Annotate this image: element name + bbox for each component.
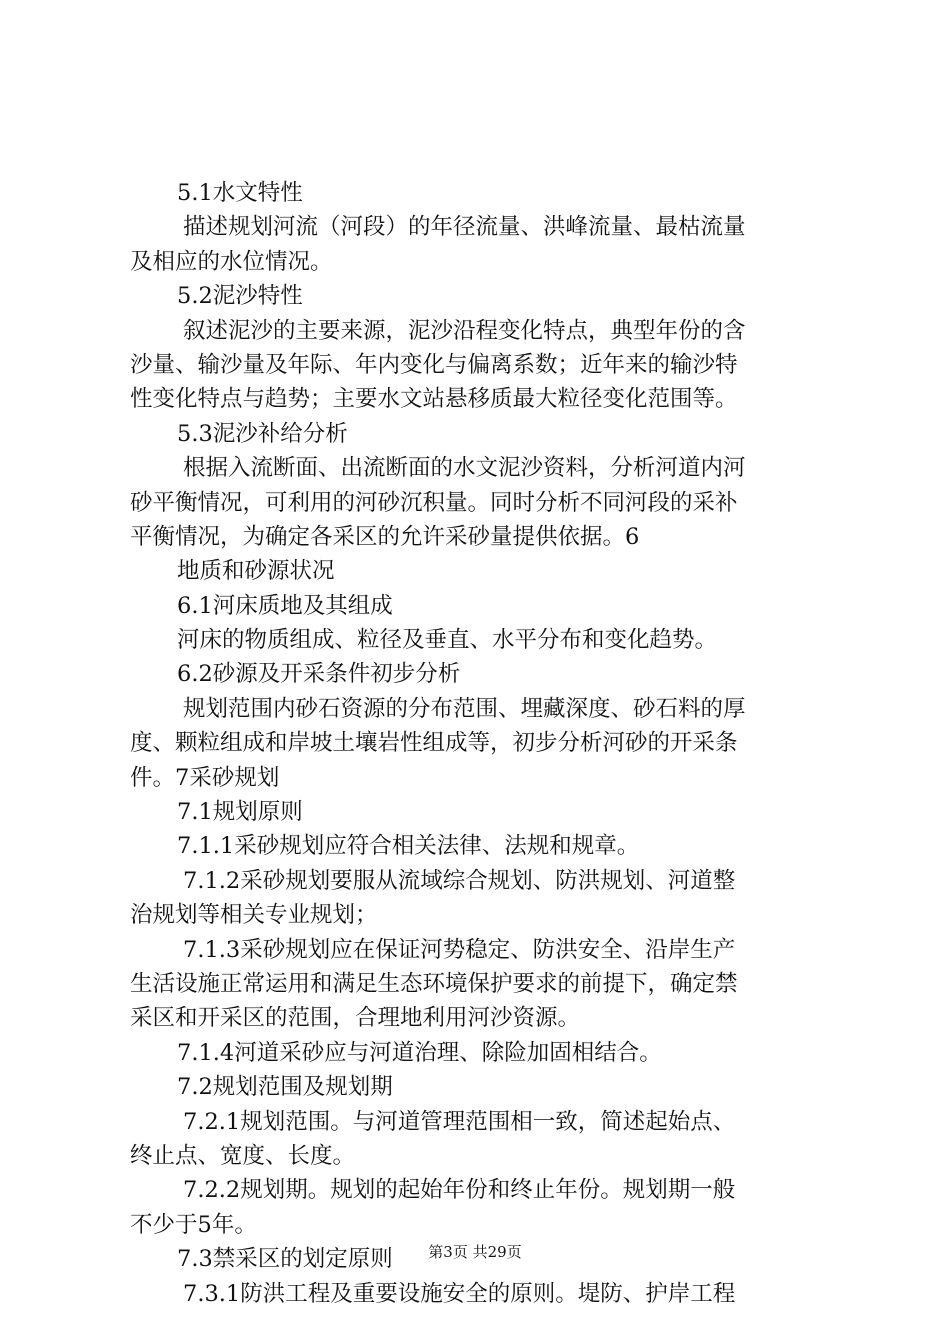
text-line: 地质和砂源状况 [177, 558, 335, 585]
text-line: 及相应的水位情况。 [130, 248, 333, 275]
text-line: 规划范围内砂石资源的分布范围、埋藏深度、砂石料的厚 [183, 695, 746, 722]
text-line: 描述规划河流（河段）的年径流量、洪峰流量、最枯流量 [183, 214, 746, 241]
text-line: 5.1水文特性 [177, 180, 303, 206]
text-line: 7.3禁采区的划定原则 [177, 1246, 393, 1273]
text-line: 7.1.2采砂规划要服从流域综合规划、防洪规划、河道整 [183, 867, 736, 894]
text-line: 7.1.3采砂规划应在保证河势稳定、防洪安全、沿岸生产 [183, 936, 736, 963]
text-line: 沙量、输沙量及年际、年内变化与偏离系数；近年来的输沙特 [130, 351, 738, 378]
text-line: 不少于5年。 [130, 1211, 257, 1238]
text-line: 5.3泥沙补给分析 [177, 420, 348, 447]
text-line: 7.1.4河道采砂应与河道治理、除险加固相结合。 [177, 1039, 662, 1066]
text-line: 河床的物质组成、粒径及垂直、水平分布和变化趋势。 [177, 627, 718, 654]
text-line: 7.1.1采砂规划应符合相关法律、法规和规章。 [177, 833, 640, 860]
text-line: 7.1规划原则 [177, 799, 303, 826]
text-line: 生活设施正常运用和满足生态环境保护要求的前提下，确定禁 [130, 970, 738, 997]
text-line: 终止点、宽度、长度。 [130, 1142, 356, 1169]
text-line: 7.2规划范围及规划期 [177, 1074, 393, 1101]
text-line: 根据入流断面、出流断面的水文泥沙资料，分析河道内河 [183, 455, 746, 482]
text-line: 7.2.1规划范围。与河道管理范围相一致，简述起始点、 [183, 1108, 736, 1135]
text-line: 7.3.1防洪工程及重要设施安全的原则。堤防、护岸工程 [183, 1280, 736, 1307]
text-line: 6.2砂源及开采条件初步分析 [177, 661, 461, 688]
text-line: 砂平衡情况，可利用的河砂沉积量。同时分析不同河段的采补 [130, 489, 738, 516]
text-line: 5.2泥沙特性 [177, 283, 303, 310]
page-footer [0, 1241, 950, 1263]
document-body [130, 176, 835, 1311]
text-line: 叙述泥沙的主要来源，泥沙沿程变化特点，典型年份的含 [183, 317, 746, 344]
text-line: 6.1河床质地及其组成 [177, 592, 393, 619]
page-number-label: 第3页 共29页 [428, 1243, 522, 1261]
text-line: 采区和开采区的范围，合理地利用河沙资源。 [130, 1005, 581, 1032]
text-line: 治规划等相关专业规划； [130, 902, 378, 929]
text-line: 件。7采砂规划 [130, 764, 280, 791]
text-line: 性变化特点与趋势；主要水文站悬移质最大粒径变化范围等。 [130, 386, 738, 413]
text-line: 度、颗粒组成和岸坡土壤岩性组成等，初步分析河砂的开采条 [130, 730, 738, 757]
text-line: 平衡情况，为确定各采区的允许采砂量提供依据。6 [130, 523, 640, 550]
text-line: 7.2.2规划期。规划的起始年份和终止年份。规划期一般 [183, 1177, 736, 1204]
